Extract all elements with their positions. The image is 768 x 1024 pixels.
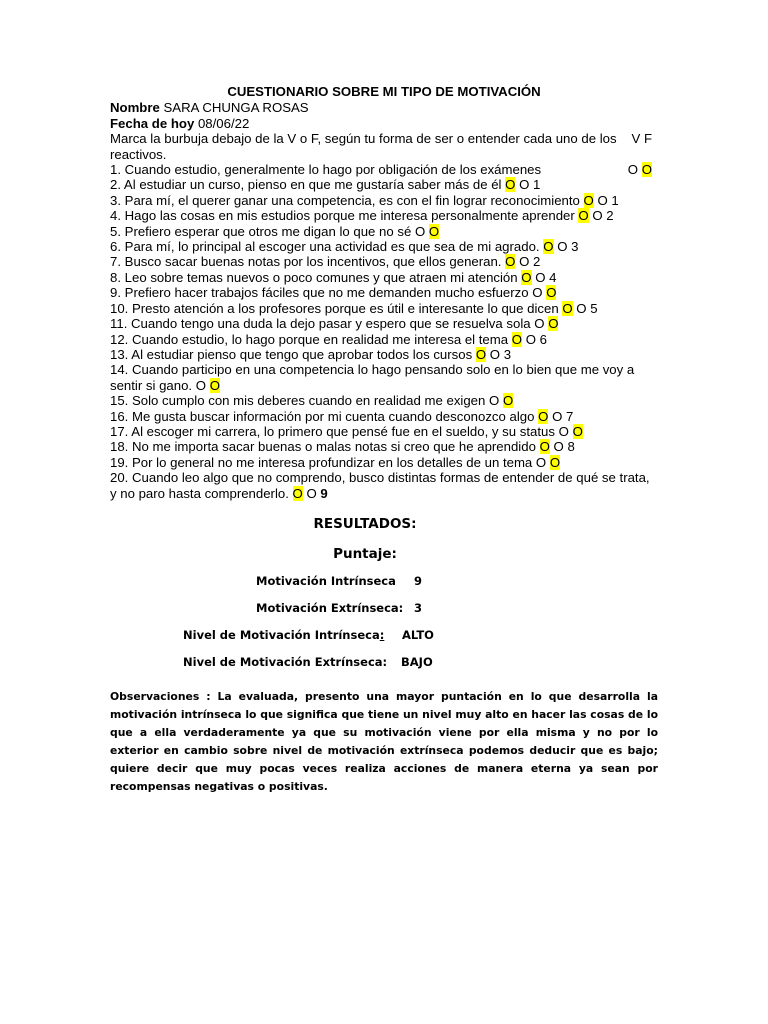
- question-item: [110, 470, 658, 501]
- bubble-f[interactable]: O: [553, 439, 564, 455]
- bubble-f[interactable]: O: [546, 285, 557, 301]
- question-text: 7. Busco sacar buenas notas por los incentivos, que ellos generan.: [110, 254, 506, 270]
- question-text: 20. Cuando leo algo que no comprendo, busco distintas formas de entender de qué se trata, y no paro hasta comprenderlo.: [110, 470, 650, 501]
- bubble-v[interactable]: O: [505, 177, 516, 193]
- question-item: [110, 177, 658, 192]
- extrinsic-score-row: [110, 601, 658, 628]
- question-text: 6. Para mí, lo principal al escoger una actividad es que sea de mi agrado.: [110, 239, 544, 255]
- bubble-v[interactable]: O: [292, 485, 303, 501]
- bubble-f[interactable]: O: [548, 316, 559, 332]
- date-value: 08/06/22: [194, 115, 250, 131]
- bubble-v[interactable]: O: [489, 393, 500, 409]
- document-title: CUESTIONARIO SOBRE MI TIPO DE MOTIVACIÓN: [227, 84, 541, 99]
- question-count: 8: [563, 439, 575, 455]
- question-item: [110, 254, 658, 269]
- instructions-text: Marca la burbuja debajo de la V o F, según tu forma de ser o entender cada uno de los reactivos.: [110, 131, 617, 162]
- results-section: [110, 516, 658, 682]
- question-item: [110, 439, 658, 454]
- question-item: [110, 332, 658, 347]
- answer-bubbles: [196, 378, 220, 393]
- answer-bubbles: [532, 285, 556, 300]
- observations: Observaciones : La evaluada, presento una mayor puntación en lo que desarrolla la motivación intrínseca lo que significa que tiene un nivel muy alto en hacer las cosas de lo que a ella verdaderamente ya que su motivación viene por ella misma y no por lo exterior en cambio sobre nivel de motivación extrínseca podemos deducir que es bajo; quiere decir que muy pocas veces realiza acciones de manera eterna ya sean por recompensas negativas o positivas.: [110, 690, 658, 793]
- answer-bubbles: [476, 347, 500, 362]
- question-text: 19. Por lo general no me interesa profundizar en los detalles de un tema: [110, 454, 536, 470]
- question-item: [110, 208, 658, 223]
- bubble-v[interactable]: O: [505, 254, 516, 270]
- question-count: 9: [316, 485, 328, 501]
- bubble-v[interactable]: O: [583, 192, 594, 208]
- question-item: [110, 393, 658, 408]
- bubble-v[interactable]: O: [562, 300, 573, 316]
- extrinsic-value: 3: [414, 601, 423, 615]
- intrinsic-score-row: [110, 574, 658, 601]
- question-item: [110, 316, 658, 331]
- answer-bubbles: [578, 208, 602, 223]
- question-text: 4. Hago las cosas en mis estudios porque me interesa personalmente aprender: [110, 208, 579, 224]
- question-count: 2: [529, 254, 541, 270]
- intrinsic-level-colon: :: [379, 628, 385, 642]
- bubble-v[interactable]: O: [538, 408, 549, 424]
- intrinsic-level-value: ALTO: [402, 628, 434, 642]
- results-title: RESULTADOS:: [313, 516, 417, 532]
- question-text: 14. Cuando participo en una competencia lo hago pensando solo en lo bien que me voy a sentir si gano.: [110, 362, 635, 393]
- question-item: [110, 362, 658, 393]
- question-count: 7: [562, 408, 574, 424]
- question-count: 3: [500, 346, 512, 362]
- question-count: 6: [535, 331, 547, 347]
- extrinsic-level-label: Nivel de Motivación Extrínseca:: [183, 655, 388, 669]
- name-value: SARA CHUNGA ROSAS: [159, 100, 309, 116]
- instructions: [110, 131, 658, 162]
- question-count: 5: [586, 300, 598, 316]
- answer-bubbles: [540, 439, 564, 454]
- bubble-v[interactable]: O: [558, 423, 569, 439]
- answer-bubbles: [505, 254, 529, 269]
- extrinsic-level-row: [110, 655, 658, 682]
- question-count: 1: [607, 192, 619, 208]
- bubble-v[interactable]: O: [539, 439, 550, 455]
- question-text: 17. Al escoger mi carrera, lo primero que pensé fue en el sueldo, y su status: [110, 423, 559, 439]
- name-line: [110, 100, 658, 115]
- bubble-v[interactable]: O: [535, 454, 547, 470]
- bubble-f[interactable]: O: [502, 393, 514, 409]
- date-label: Fecha de hoy: [110, 115, 195, 131]
- answer-bubbles: [293, 486, 317, 501]
- answer-bubbles: [415, 224, 439, 239]
- question-text: 5. Prefiero esperar que otros me digan lo que no sé: [110, 223, 415, 239]
- question-item: [110, 193, 658, 208]
- bubble-v[interactable]: O: [511, 331, 523, 347]
- intrinsic-level-label: [183, 628, 384, 642]
- question-count: 2: [602, 208, 614, 224]
- bubble-f[interactable]: O: [209, 377, 220, 393]
- bubble-f[interactable]: O: [552, 408, 563, 424]
- extrinsic-level-value: BAJO: [401, 655, 433, 669]
- bubble-f[interactable]: O: [592, 208, 603, 224]
- question-item: [110, 455, 658, 470]
- answer-bubbles: [521, 270, 545, 285]
- question-text: 8. Leo sobre temas nuevos o poco comunes y que atraen mi atención: [110, 269, 522, 285]
- bubble-f[interactable]: O: [519, 254, 530, 270]
- question-text: 10. Presto atención a los profesores porque es útil e interesante lo que dicen: [110, 300, 563, 316]
- question-text: 13. Al estudiar pienso que tengo que aprobar todos los cursos: [110, 346, 476, 362]
- extrinsic-label: Motivación Extrínseca:: [256, 601, 404, 615]
- question-text: 3. Para mí, el querer ganar una competencia, es con el fin lograr reconocimiento: [110, 192, 584, 208]
- bubble-v[interactable]: O: [534, 316, 545, 332]
- question-item: [110, 285, 658, 300]
- question-count: 3: [567, 239, 579, 255]
- question-count: 1: [529, 177, 541, 193]
- bubble-v[interactable]: O: [627, 162, 639, 178]
- bubble-v[interactable]: O: [521, 269, 532, 285]
- bubble-f[interactable]: O: [428, 223, 440, 239]
- bubble-f[interactable]: O: [557, 239, 568, 255]
- answer-bubbles: [512, 332, 536, 347]
- intrinsic-value: 9: [414, 574, 423, 588]
- answer-bubbles: [489, 393, 513, 408]
- question-text: 16. Me gusta buscar información por mi cuenta cuando desconozco algo: [110, 408, 539, 424]
- score-title: Puntaje:: [333, 546, 397, 562]
- question-text: 9. Prefiero hacer trabajos fáciles que no me demanden mucho esfuerzo: [110, 285, 533, 301]
- bubble-f[interactable]: O: [535, 269, 546, 285]
- question-count: 4: [545, 269, 557, 285]
- answer-bubbles: [559, 424, 583, 439]
- date-line: [110, 116, 658, 131]
- question-item: [110, 224, 658, 239]
- answer-bubbles: [584, 193, 608, 208]
- question-item: [110, 270, 658, 285]
- question-item: [110, 239, 658, 254]
- question-text: 2. Al estudiar un curso, pienso en que me gustaría saber más de él: [110, 177, 506, 193]
- bubble-v[interactable]: O: [543, 239, 554, 255]
- bubble-f[interactable]: O: [641, 162, 652, 178]
- name-label: Nombre: [110, 100, 160, 116]
- bubble-f[interactable]: O: [525, 331, 536, 347]
- bubble-f[interactable]: O: [306, 485, 317, 501]
- bubble-v[interactable]: O: [414, 223, 426, 239]
- answer-bubbles: [536, 455, 560, 470]
- bubble-v[interactable]: O: [475, 346, 487, 362]
- bubble-f[interactable]: O: [519, 177, 530, 193]
- questionnaire: [110, 84, 658, 501]
- question-text: 1. Cuando estudio, generalmente lo hago por obligación de los exámenes: [110, 162, 542, 178]
- question-item: [110, 301, 658, 316]
- answer-bubbles: [562, 301, 586, 316]
- answer-bubbles: [505, 177, 529, 192]
- intrinsic-level-text: Nivel de Motivación Intrínseca: [183, 628, 380, 642]
- bubble-v[interactable]: O: [195, 377, 207, 393]
- question-item: [110, 162, 658, 177]
- question-text: 12. Cuando estudio, lo hago porque en realidad me interesa el tema: [110, 331, 512, 347]
- question-item: [110, 409, 658, 424]
- question-item: [110, 347, 658, 362]
- question-item: [110, 424, 658, 439]
- question-list: [110, 162, 658, 501]
- question-text: 11. Cuando tengo una duda la dejo pasar y espero que se resuelva sola: [110, 316, 535, 332]
- bubble-f[interactable]: O: [489, 346, 501, 362]
- answer-bubbles: [534, 316, 558, 331]
- answer-bubbles: [628, 162, 652, 177]
- intrinsic-level-row: [110, 628, 658, 655]
- bubble-v[interactable]: O: [578, 208, 589, 224]
- answer-bubbles: [543, 239, 567, 254]
- bubble-v[interactable]: O: [532, 285, 543, 301]
- bubble-f[interactable]: O: [576, 300, 587, 316]
- question-text: 18. No me importa sacar buenas o malas notas si creo que he aprendido: [110, 439, 540, 455]
- vf-header: V F: [631, 131, 652, 147]
- question-text: 15. Solo cumplo con mis deberes cuando en realidad me exigen: [110, 393, 490, 409]
- bubble-f[interactable]: O: [572, 423, 583, 439]
- answer-bubbles: [538, 409, 562, 424]
- bubble-f[interactable]: O: [597, 192, 608, 208]
- intrinsic-label: Motivación Intrínseca: [256, 574, 396, 588]
- bubble-f[interactable]: O: [549, 454, 561, 470]
